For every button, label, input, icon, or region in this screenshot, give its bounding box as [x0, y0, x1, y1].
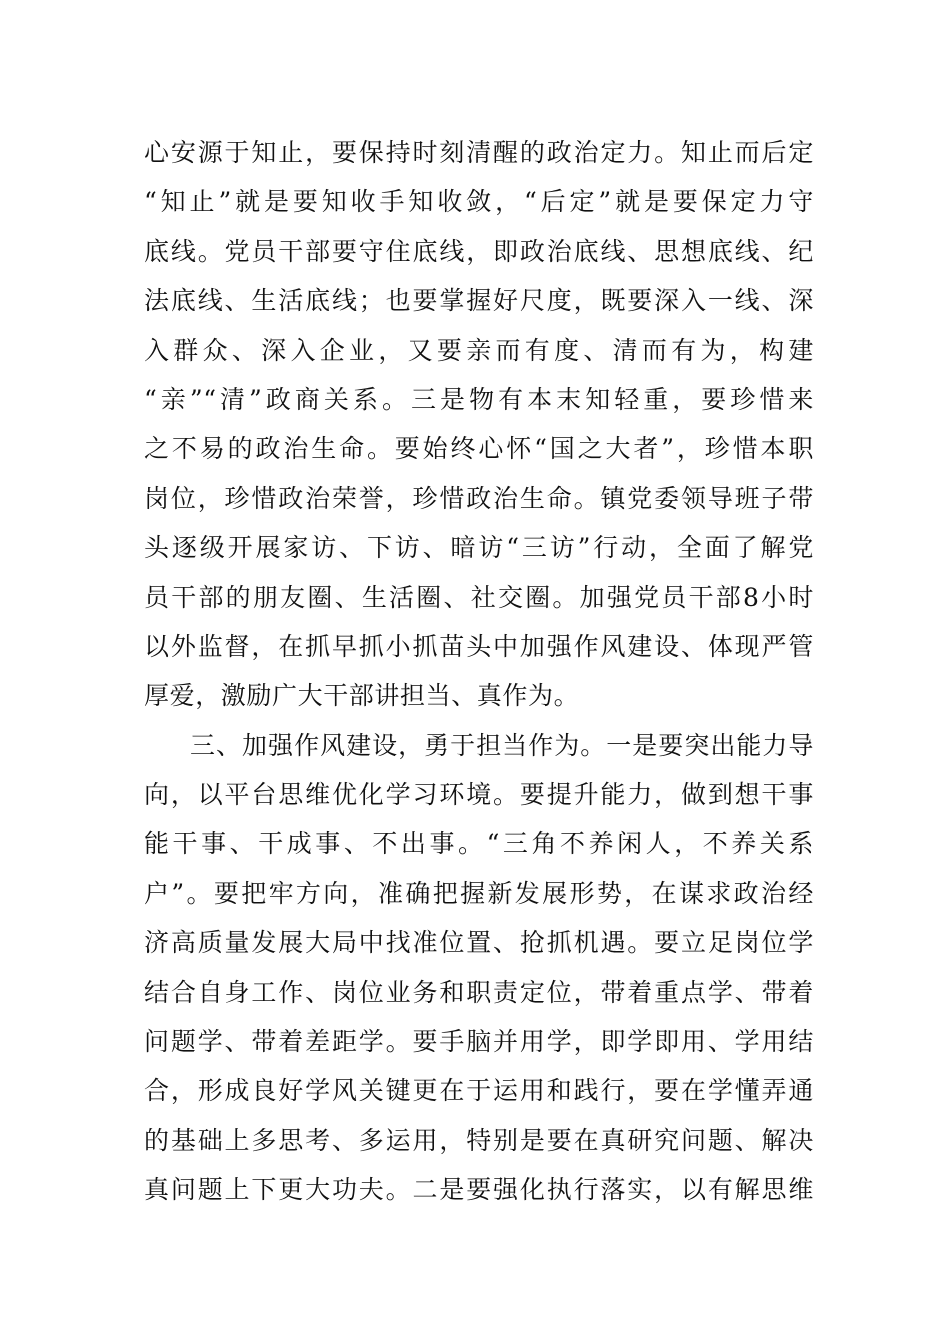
text-line: 法底线、生活底线；也要掌握好尺度，既要深入一线、深 [144, 286, 814, 316]
text-line: 能干事、干成事、不出事。“三角不养闲人，不养关系 [144, 829, 814, 859]
text-line: 底线。党员干部要守住底线，即政治底线、思想底线、纪 [144, 236, 814, 266]
text-line: 员干部的朋友圈、生活圈、社交圈。加强党员干部8小时 [144, 582, 814, 612]
text-line: “知止”就是要知收手知收敛，“后定”就是要保定力守 [144, 187, 814, 217]
text-line: “亲”“清”政商关系。三是物有本末知轻重，要珍惜来 [144, 384, 814, 414]
text-line: 户”。要把牢方向，准确把握新发展形势，在谋求政治经 [144, 878, 814, 908]
paragraph-start-line: 三、加强作风建设，勇于担当作为。一是要突出能力导 [190, 730, 814, 760]
text-line: 向，以平台思维优化学习环境。要提升能力，做到想干事 [144, 780, 814, 810]
text-line: 心安源于知止，要保持时刻清醒的政治定力。知止而后定 [144, 138, 814, 167]
text-line: 岗位，珍惜政治荣誉，珍惜政治生命。镇党委领导班子带 [144, 483, 814, 513]
text-line: 头逐级开展家访、下访、暗访“三访”行动，全面了解党 [144, 533, 814, 563]
paragraph-end-line: 厚爱，激励广大干部讲担当、真作为。 [144, 681, 580, 711]
text-line: 结合自身工作、岗位业务和职责定位，带着重点学、带着 [144, 977, 814, 1007]
text-line: 真问题上下更大功夫。二是要强化执行落实，以有解思维 [144, 1175, 814, 1205]
text-line: 合，形成良好学风关键更在于运用和践行，要在学懂弄通 [144, 1076, 814, 1106]
text-line: 入群众、深入企业，又要亲而有度、清而有为，构建 [144, 335, 814, 365]
text-line: 问题学、带着差距学。要手脑并用学，即学即用、学用结 [144, 1027, 814, 1057]
text-line: 以外监督，在抓早抓小抓苗头中加强作风建设、体现严管 [144, 631, 814, 661]
text-line: 的基础上多思考、多运用，特别是要在真研究问题、解决 [144, 1125, 814, 1155]
text-line: 济高质量发展大局中找准位置、抢抓机遇。要立足岗位学 [144, 928, 814, 958]
text-line: 之不易的政治生命。要始终心怀“国之大者”，珍惜本职 [144, 434, 814, 464]
body-text [144, 128, 814, 1215]
